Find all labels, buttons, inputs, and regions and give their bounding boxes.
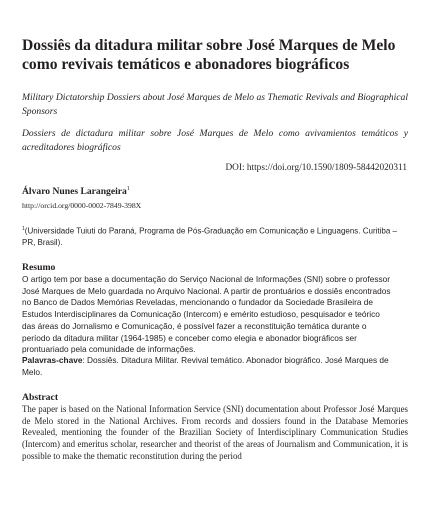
- english-title: Military Dictatorship Dossiers about José Marques de Melo as Thematic Revivals and Biographical Sponsors: [22, 92, 408, 117]
- affiliation-superscript: 1: [22, 226, 25, 232]
- abstract-text: The paper is based on the National Information Service (SNI) documentation about Professor José Marques de Melo stored in the National Archives. From records and dossiers found in the Database Memories Revealed, mentioning the founder of the Brazilian Society of Interdisciplinary Communication Studies (Intercom) and emeritus scholar, researcher and theorist of the areas of Journalism and Communication, it is possible to make the thematic reconstitution during the period: [22, 404, 408, 461]
- article-title: Dossiês da ditadura militar sobre José Marques de Melo como revivais temáticos e abonadores biográficos: [22, 37, 396, 73]
- keywords-text: : Dossiês. Ditadura Militar. Revival temático. Abonador biográfico. José Marques de Melo.: [22, 355, 389, 377]
- author-name: [22, 186, 130, 197]
- keywords: [22, 355, 394, 378]
- abstract-heading: Abstract: [22, 392, 59, 403]
- doi-link[interactable]: DOI: https://doi.org/10.1590/1809-58442020311: [225, 163, 407, 173]
- affiliation-text: (Universidade Tuiuti do Paraná, Programa de Pós-Graduação em Comunicação e Linguagens. Curitiba – PR, Brasil).: [22, 226, 397, 247]
- orcid-link[interactable]: http://orcid.org/0000-0002-7849-398X: [22, 201, 142, 210]
- resumo-text: O artigo tem por base a documentação do Serviço Nacional de Informações (SNI) sobre o professor José Marques de Melo guardada no Arquivo Nacional. A partir de prontuários e dossiês encontrados no Banco de Dados Memórias Reveladas, mencionando o fundador da Sociedade Brasileira de Estudos Interdisciplinares da Comunicação (Intercom) e emérito estudioso, pesquisador e teórico das áreas do Jornalismo e Comunicação, é possível fazer a reconstituição temática durante o período da ditadura militar (1964-1985) e conceber como elegia e abonador biográficos ser prontuariado pela comunidade de informações.: [22, 274, 391, 355]
- author-name-text: Álvaro Nunes Larangeira: [22, 186, 127, 198]
- keywords-label: Palavras-chave: [22, 355, 83, 365]
- author-superscript: 1: [126, 186, 130, 192]
- resumo-heading: Resumo: [22, 262, 56, 273]
- author-affiliation: [22, 224, 408, 248]
- spanish-title: Dossiers de dictadura militar sobre José Marques de Melo como avivamientos temáticos y acreditadores biográficos: [22, 128, 408, 153]
